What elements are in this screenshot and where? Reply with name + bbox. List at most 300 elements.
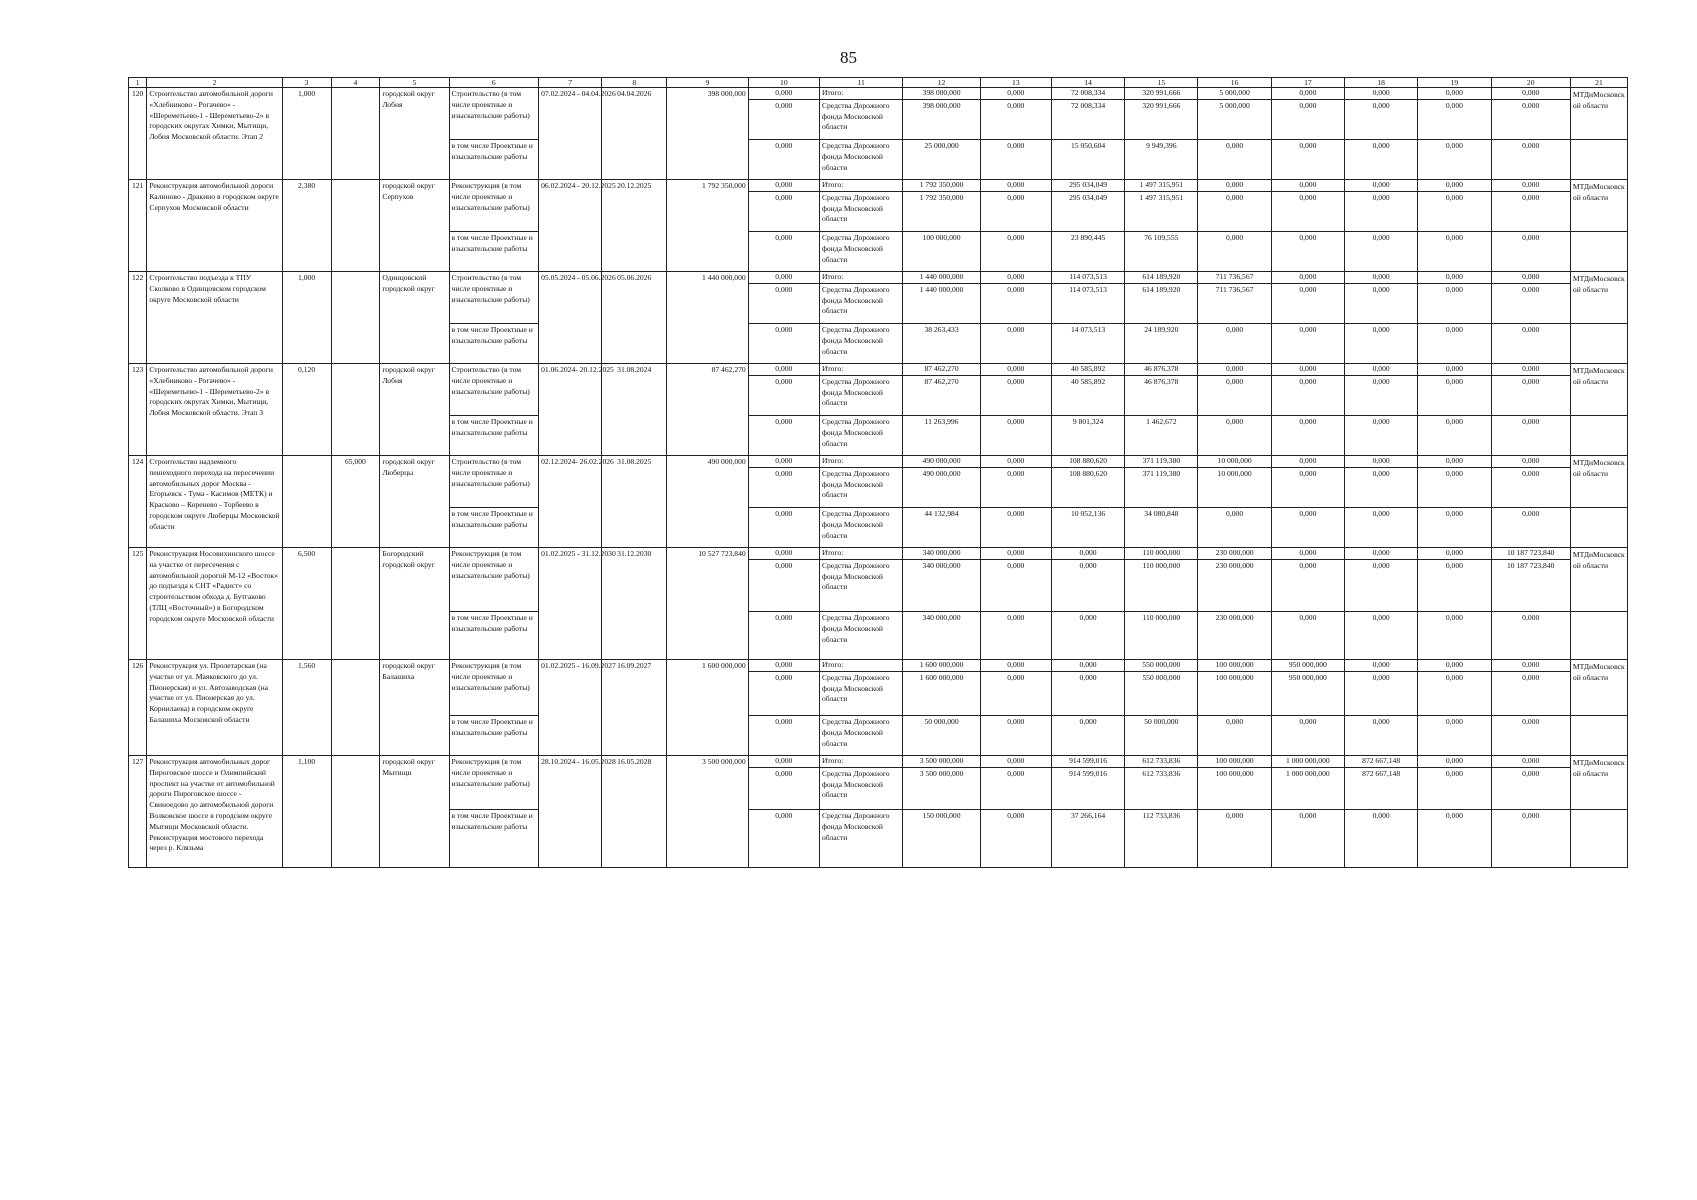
year-cell [1271, 180, 1344, 232]
design-value: 150 000,000 [903, 810, 980, 868]
fund-value: 320 991,666 [1142, 100, 1181, 110]
design-value: 0,000 [1491, 612, 1570, 660]
year-cell [1125, 180, 1198, 232]
fund-value: 0,000 [1445, 560, 1463, 570]
total-value: 1 497 315,951 [1125, 180, 1197, 192]
year-cell [1491, 272, 1570, 324]
fund-value: 1 497 315,951 [1139, 192, 1184, 202]
year-cell [903, 180, 980, 232]
year-cell [980, 364, 1051, 416]
total-value: 0,000 [1198, 364, 1270, 376]
fund-value: 100 000,000 [1215, 672, 1254, 682]
project-row [129, 756, 1628, 810]
project-name: Строительство надземного пешеходного перехода на пересечении автомобильных дорог Москва - Егорьевск - Тума - Касимов (МЕТК) и Красково – Коренево - Торбеево в городском округе Люберцы Московской области [147, 456, 282, 548]
total-cost: 1 600 000,000 [667, 660, 748, 756]
design-value: 0,000 [1491, 810, 1570, 868]
total-value: 0,000 [1345, 548, 1417, 560]
year-cell [1345, 548, 1418, 612]
total-value: 0,000 [1418, 88, 1490, 100]
year-cell [903, 756, 980, 810]
source-label [819, 88, 902, 140]
fund-value: 0,000 [775, 672, 793, 682]
col-10-cell [748, 548, 819, 612]
fund-value: 0,000 [1372, 468, 1390, 478]
fund-value: 0,000 [775, 560, 793, 570]
fund-value: 550 000,000 [1142, 672, 1181, 682]
responsible-empty [1570, 612, 1627, 660]
fund-value: 0,000 [1522, 284, 1540, 294]
design-value: 0,000 [1418, 508, 1491, 548]
year-cell [1418, 364, 1491, 416]
total-value: 46 876,378 [1125, 364, 1197, 376]
capacity-value: 0,120 [282, 364, 331, 456]
fund-value: 40 585,892 [1070, 376, 1106, 386]
design-fund-label: Средства Дорожного фонда Московской области [819, 140, 902, 180]
year-cell [1051, 364, 1124, 416]
design-value: 0,000 [1491, 716, 1570, 756]
year-cell [1345, 272, 1418, 324]
total-label: Итого: [820, 180, 902, 192]
completion-date: 20.12.2025 [602, 180, 667, 272]
fund-value: 108 880,620 [1069, 468, 1108, 478]
total-value: 320 991,666 [1125, 88, 1197, 100]
source-label [819, 456, 902, 508]
col-10-cell [748, 756, 819, 810]
design-value: 0,000 [980, 140, 1051, 180]
total-value: 490 000,000 [903, 456, 979, 468]
design-value: 0,000 [748, 612, 819, 660]
fund-value: 10 187 723,840 [1506, 560, 1555, 570]
design-value: 0,000 [1198, 508, 1271, 548]
district: городской округ Мытищи [380, 756, 449, 868]
year-cell [1491, 660, 1570, 716]
responsible-empty [1570, 508, 1627, 548]
capacity-value-2 [331, 548, 380, 660]
work-type: Реконструкция (в том числе проектные и изыскательские работы) [449, 756, 539, 810]
total-value: 0,000 [1492, 180, 1570, 192]
period: 01.02.2025 - 31.12.2030 [539, 548, 602, 660]
capacity-value: 2,380 [282, 180, 331, 272]
design-fund-label: Средства Дорожного фонда Московской области [819, 508, 902, 548]
year-cell [980, 756, 1051, 810]
design-note: в том числе Проектные и изыскательские работы [449, 612, 539, 660]
work-type: Строительство (в том числе проектные и изыскательские работы) [449, 364, 539, 416]
fund-label: Средства Дорожного фонда Московской области [821, 100, 890, 132]
fund-label: Средства Дорожного фонда Московской области [821, 284, 890, 316]
project-name: Реконструкция Носовихинского шоссе на участке от пересечения с автомобильной дорогой М-12 «Восток» до подъезда к СНТ «Радист» со строительством обхода д. Бутгаково (ТЛЦ «Восточный») в Богородском городском округе Московской области [147, 548, 282, 660]
fund-value: 914 599,016 [1069, 768, 1108, 778]
project-number: 122 [129, 272, 147, 364]
year-cell [1125, 548, 1198, 612]
responsible-empty [1570, 232, 1627, 272]
total-value: 0,000 [1492, 272, 1570, 284]
total-value: 0,000 [981, 456, 1051, 468]
design-note: в том числе Проектные и изыскательские работы [449, 508, 539, 548]
fund-value: 0,000 [1522, 672, 1540, 682]
fund-value: 0,000 [775, 768, 793, 778]
total-value: 0,000 [1272, 180, 1344, 192]
fund-value: 0,000 [1299, 560, 1317, 570]
design-value: 11 263,996 [903, 416, 980, 456]
design-value: 0,000 [1345, 324, 1418, 364]
year-cell [1271, 272, 1344, 324]
design-note: в том числе Проектные и изыскательские работы [449, 140, 539, 180]
district: городской округ Люберцы [380, 456, 449, 548]
period: 02.12.2024- 26.02.2026 [539, 456, 602, 548]
total-value: 0,000 [981, 756, 1051, 768]
year-cell [980, 88, 1051, 140]
column-header: 17 [1271, 78, 1344, 88]
design-value: 0,000 [1491, 416, 1570, 456]
year-cell [1491, 456, 1570, 508]
design-value: 0,000 [1418, 612, 1491, 660]
period: 06.02.2024 - 20.12.2025 [539, 180, 602, 272]
year-cell [1345, 456, 1418, 508]
fund-value: 1 792 350,000 [919, 192, 964, 202]
project-name: Строительство автомобильной дороги «Хлебниково - Рогачево» - «Шереметьево-1 - Шереметьево-2» в городских округах Химки, Мытищи, Лобня Московской области. Этап 3 [147, 364, 282, 456]
total-value: 0,000 [981, 272, 1051, 284]
total-value: 1 600 000,000 [903, 660, 979, 672]
year-cell [1198, 660, 1271, 716]
year-cell [1418, 548, 1491, 612]
total-value: 40 585,892 [1052, 364, 1124, 376]
fund-value: 0,000 [1299, 376, 1317, 386]
project-number: 125 [129, 548, 147, 660]
design-value: 340 000,000 [903, 612, 980, 660]
design-value: 15 050,604 [1051, 140, 1124, 180]
fund-value: 0,000 [775, 468, 793, 478]
design-value: 0,000 [1198, 232, 1271, 272]
design-value: 0,000 [980, 232, 1051, 272]
year-cell [1198, 756, 1271, 810]
total-cost: 87 462,270 [667, 364, 748, 456]
year-cell [1198, 180, 1271, 232]
year-cell [1418, 456, 1491, 508]
district: городской округ Серпухов [380, 180, 449, 272]
capacity-value-2 [331, 660, 380, 756]
project-number: 123 [129, 364, 147, 456]
fund-value: 371 119,380 [1142, 468, 1181, 478]
design-value: 50 000,000 [903, 716, 980, 756]
year-cell [1491, 180, 1570, 232]
project-row [129, 548, 1628, 612]
col-10-cell [748, 364, 819, 416]
fund-value: 1 000 000,000 [1286, 768, 1330, 778]
year-cell [1051, 272, 1124, 324]
total-value: 87 462,270 [903, 364, 979, 376]
year-cell [1125, 456, 1198, 508]
year-cell [1125, 364, 1198, 416]
design-value: 0,000 [1418, 232, 1491, 272]
design-value: 0,000 [1271, 508, 1344, 548]
district: городской округ Балашиха [380, 660, 449, 756]
design-value: 0,000 [1491, 232, 1570, 272]
capacity-value [282, 456, 331, 548]
column-header: 7 [539, 78, 602, 88]
total-value: 0,000 [1272, 272, 1344, 284]
fund-value: 0,000 [1079, 560, 1097, 570]
column-header: 12 [903, 78, 980, 88]
column-header: 16 [1198, 78, 1271, 88]
design-value: 0,000 [1271, 140, 1344, 180]
total-cost: 3 500 000,000 [667, 756, 748, 868]
year-cell [903, 364, 980, 416]
total-value: 872 667,148 [1345, 756, 1417, 768]
year-cell [903, 456, 980, 508]
completion-date: 31.12.2030 [602, 548, 667, 660]
total-value: 550 000,000 [1125, 660, 1197, 672]
fund-value: 114 073,513 [1069, 284, 1107, 294]
total-value: 72 008,334 [1052, 88, 1124, 100]
column-header: 18 [1345, 78, 1418, 88]
column-header: 10 [748, 78, 819, 88]
work-type: Реконструкция (в том числе проектные и изыскательские работы) [449, 660, 539, 716]
total-value: 614 189,920 [1125, 272, 1197, 284]
capacity-value-2 [331, 756, 380, 868]
capacity-value: 6,500 [282, 548, 331, 660]
total-value: 0,000 [1418, 756, 1490, 768]
design-fund-label: Средства Дорожного фонда Московской области [819, 716, 902, 756]
total-value: 612 733,836 [1125, 756, 1197, 768]
total-value: 0,000 [981, 364, 1051, 376]
total-value: 10 187 723,840 [1492, 548, 1570, 560]
design-value: 1 462,672 [1125, 416, 1198, 456]
total-cost: 1 440 000,000 [667, 272, 748, 364]
completion-date: 31.08.2024 [602, 364, 667, 456]
fund-label: Средства Дорожного фонда Московской области [821, 560, 890, 592]
design-value: 0,000 [980, 324, 1051, 364]
total-value: 0,000 [749, 88, 819, 100]
design-value: 9 801,324 [1051, 416, 1124, 456]
col-10-cell [748, 456, 819, 508]
year-cell [1418, 756, 1491, 810]
fund-value: 0,000 [775, 284, 793, 294]
fund-value: 0,000 [775, 376, 793, 386]
year-cell [1125, 756, 1198, 810]
project-name: Реконструкция ул. Пролетарская (на участке от ул. Маяковского до ул. Пионерская) и ул. Автозаводская (на участке от ул. Пионерская до ул. Корнилаева) в городском округе Балашиха Московской области [147, 660, 282, 756]
responsible-empty [1570, 810, 1627, 868]
col-10-cell [748, 180, 819, 232]
total-value: 114 073,513 [1052, 272, 1124, 284]
total-cost: 10 527 723,840 [667, 548, 748, 660]
total-value: 914 599,016 [1052, 756, 1124, 768]
responsible: МТДиМосковской области [1570, 456, 1627, 508]
total-value: 1 440 000,000 [903, 272, 979, 284]
year-cell [1271, 756, 1344, 810]
fund-label: Средства Дорожного фонда Московской области [821, 376, 890, 408]
design-value: 0,000 [1418, 324, 1491, 364]
source-label [819, 660, 902, 716]
year-cell [1345, 756, 1418, 810]
period: 05.05.2024 - 05.06.2026 [539, 272, 602, 364]
project-number: 124 [129, 456, 147, 548]
total-value: 0,000 [749, 660, 819, 672]
design-value: 0,000 [1345, 508, 1418, 548]
responsible: МТДиМосковской области [1570, 88, 1627, 140]
completion-date: 16.05.2028 [602, 756, 667, 868]
fund-value: 0,000 [1445, 376, 1463, 386]
project-name: Строительство подъезда к ТПУ Сколково в Одинцовском городском округе Московской области [147, 272, 282, 364]
design-value: 9 949,396 [1125, 140, 1198, 180]
col-10-cell [748, 660, 819, 716]
year-cell [1198, 456, 1271, 508]
project-row [129, 88, 1628, 140]
total-value: 0,000 [1272, 88, 1344, 100]
table-body [129, 78, 1628, 868]
design-value: 0,000 [1345, 232, 1418, 272]
capacity-value: 1,000 [282, 272, 331, 364]
fund-label: Средства Дорожного фонда Московской области [821, 672, 890, 704]
fund-value: 340 000,000 [922, 560, 961, 570]
fund-value: 0,000 [1445, 284, 1463, 294]
design-value: 34 080,848 [1125, 508, 1198, 548]
total-value: 0,000 [749, 180, 819, 192]
design-value: 112 733,836 [1125, 810, 1198, 868]
project-name: Строительство автомобильной дороги «Хлебниково - Рогачево» - «Шереметьево-1 - Шереметьево-2» в городских округах Химки, Мытищи, Лобня Московской области. Этап 2 [147, 88, 282, 180]
responsible-empty [1570, 716, 1627, 756]
fund-value: 398 000,000 [922, 100, 961, 110]
project-number: 120 [129, 88, 147, 180]
year-cell [1418, 272, 1491, 324]
completion-date: 31.08.2025 [602, 456, 667, 548]
design-value: 0,000 [1198, 810, 1271, 868]
capacity-value-2 [331, 272, 380, 364]
year-cell [1125, 272, 1198, 324]
design-value: 0,000 [1418, 140, 1491, 180]
column-header: 6 [449, 78, 539, 88]
work-type: Строительство (в том числе проектные и изыскательские работы) [449, 456, 539, 508]
year-cell [1418, 660, 1491, 716]
year-cell [903, 88, 980, 140]
responsible: МТДиМосковской области [1570, 364, 1627, 416]
fund-value: 0,000 [1372, 192, 1390, 202]
fund-value: 0,000 [1007, 468, 1025, 478]
fund-value: 0,000 [1299, 192, 1317, 202]
project-row [129, 364, 1628, 416]
fund-value: 0,000 [1522, 768, 1540, 778]
responsible: МТДиМосковской области [1570, 660, 1627, 716]
design-value: 0,000 [1491, 324, 1570, 364]
year-cell [1345, 88, 1418, 140]
total-value: 100 000,000 [1198, 756, 1270, 768]
total-value: 0,000 [1272, 548, 1344, 560]
total-value: 230 000,000 [1198, 548, 1270, 560]
year-cell [1271, 456, 1344, 508]
total-value: 0,000 [981, 548, 1051, 560]
fund-value: 0,000 [1079, 672, 1097, 682]
completion-date: 04.04.2026 [602, 88, 667, 180]
total-label: Итого: [820, 272, 902, 284]
fund-value: 0,000 [1007, 376, 1025, 386]
year-cell [1345, 364, 1418, 416]
period: 01.06.2024- 20.12.2025 [539, 364, 602, 456]
fund-value: 0,000 [1007, 768, 1025, 778]
year-cell [980, 272, 1051, 324]
responsible: МТДиМосковской области [1570, 272, 1627, 324]
design-note: в том числе Проектные и изыскательские работы [449, 324, 539, 364]
design-value: 0,000 [1271, 416, 1344, 456]
design-value: 0,000 [1051, 716, 1124, 756]
column-header: 21 [1570, 78, 1627, 88]
total-value: 0,000 [1345, 456, 1417, 468]
total-value: 0,000 [1492, 364, 1570, 376]
design-value: 0,000 [1418, 716, 1491, 756]
fund-value: 0,000 [1226, 376, 1244, 386]
total-value: 0,000 [1418, 660, 1490, 672]
page-number: 85 [840, 48, 857, 67]
source-label [819, 364, 902, 416]
total-value: 340 000,000 [903, 548, 979, 560]
year-cell [980, 456, 1051, 508]
design-value: 0,000 [1345, 716, 1418, 756]
fund-value: 0,000 [1372, 284, 1390, 294]
design-value: 0,000 [748, 508, 819, 548]
work-type: Реконструкция (в том числе проектные и изыскательские работы) [449, 180, 539, 232]
responsible-empty [1570, 324, 1627, 364]
year-cell [903, 272, 980, 324]
fund-value: 0,000 [775, 100, 793, 110]
year-cell [1125, 660, 1198, 716]
design-note: в том числе Проектные и изыскательские работы [449, 232, 539, 272]
year-cell [1345, 660, 1418, 716]
design-fund-label: Средства Дорожного фонда Московской области [819, 810, 902, 868]
total-label: Итого: [820, 456, 902, 468]
fund-value: 0,000 [1445, 192, 1463, 202]
total-value: 371 119,380 [1125, 456, 1197, 468]
column-header: 13 [980, 78, 1051, 88]
work-type: Реконструкция (в том числе проектные и изыскательские работы) [449, 548, 539, 612]
col-10-cell [748, 88, 819, 140]
design-value: 37 266,164 [1051, 810, 1124, 868]
fund-value: 46 876,378 [1144, 376, 1179, 386]
total-value: 108 880,620 [1052, 456, 1124, 468]
year-cell [903, 660, 980, 716]
fund-value: 0,000 [1522, 100, 1540, 110]
fund-value: 295 034,049 [1069, 192, 1108, 202]
design-value: 0,000 [1271, 232, 1344, 272]
capacity-value: 1,000 [282, 88, 331, 180]
period: 07.02.2024 - 04.04.2026 [539, 88, 602, 180]
design-note: в том числе Проектные и изыскательские работы [449, 716, 539, 756]
capacity-value-2 [331, 364, 380, 456]
design-value: 0,000 [748, 416, 819, 456]
design-value: 110 000,000 [1125, 612, 1198, 660]
year-cell [1491, 756, 1570, 810]
total-value: 0,000 [1345, 272, 1417, 284]
column-header: 4 [331, 78, 380, 88]
year-cell [1051, 548, 1124, 612]
total-value: 0,000 [1345, 180, 1417, 192]
column-header: 2 [147, 78, 282, 88]
total-value: 3 500 000,000 [903, 756, 979, 768]
design-value: 0,000 [980, 810, 1051, 868]
header-row [129, 78, 1628, 88]
source-label [819, 180, 902, 232]
design-fund-label: Средства Дорожного фонда Московской области [819, 324, 902, 364]
responsible: МТДиМосковской области [1570, 548, 1627, 612]
project-number: 127 [129, 756, 147, 868]
fund-value: 0,000 [1445, 468, 1463, 478]
fund-label: Средства Дорожного фонда Московской области [821, 768, 890, 800]
year-cell [1051, 756, 1124, 810]
capacity-value-2: 65,000 [331, 456, 380, 548]
year-cell [1198, 88, 1271, 140]
total-value: 10 000,000 [1198, 456, 1270, 468]
total-value: 0,000 [981, 660, 1051, 672]
design-value: 0,000 [748, 324, 819, 364]
fund-value: 0,000 [775, 192, 793, 202]
total-value: 0,000 [749, 272, 819, 284]
